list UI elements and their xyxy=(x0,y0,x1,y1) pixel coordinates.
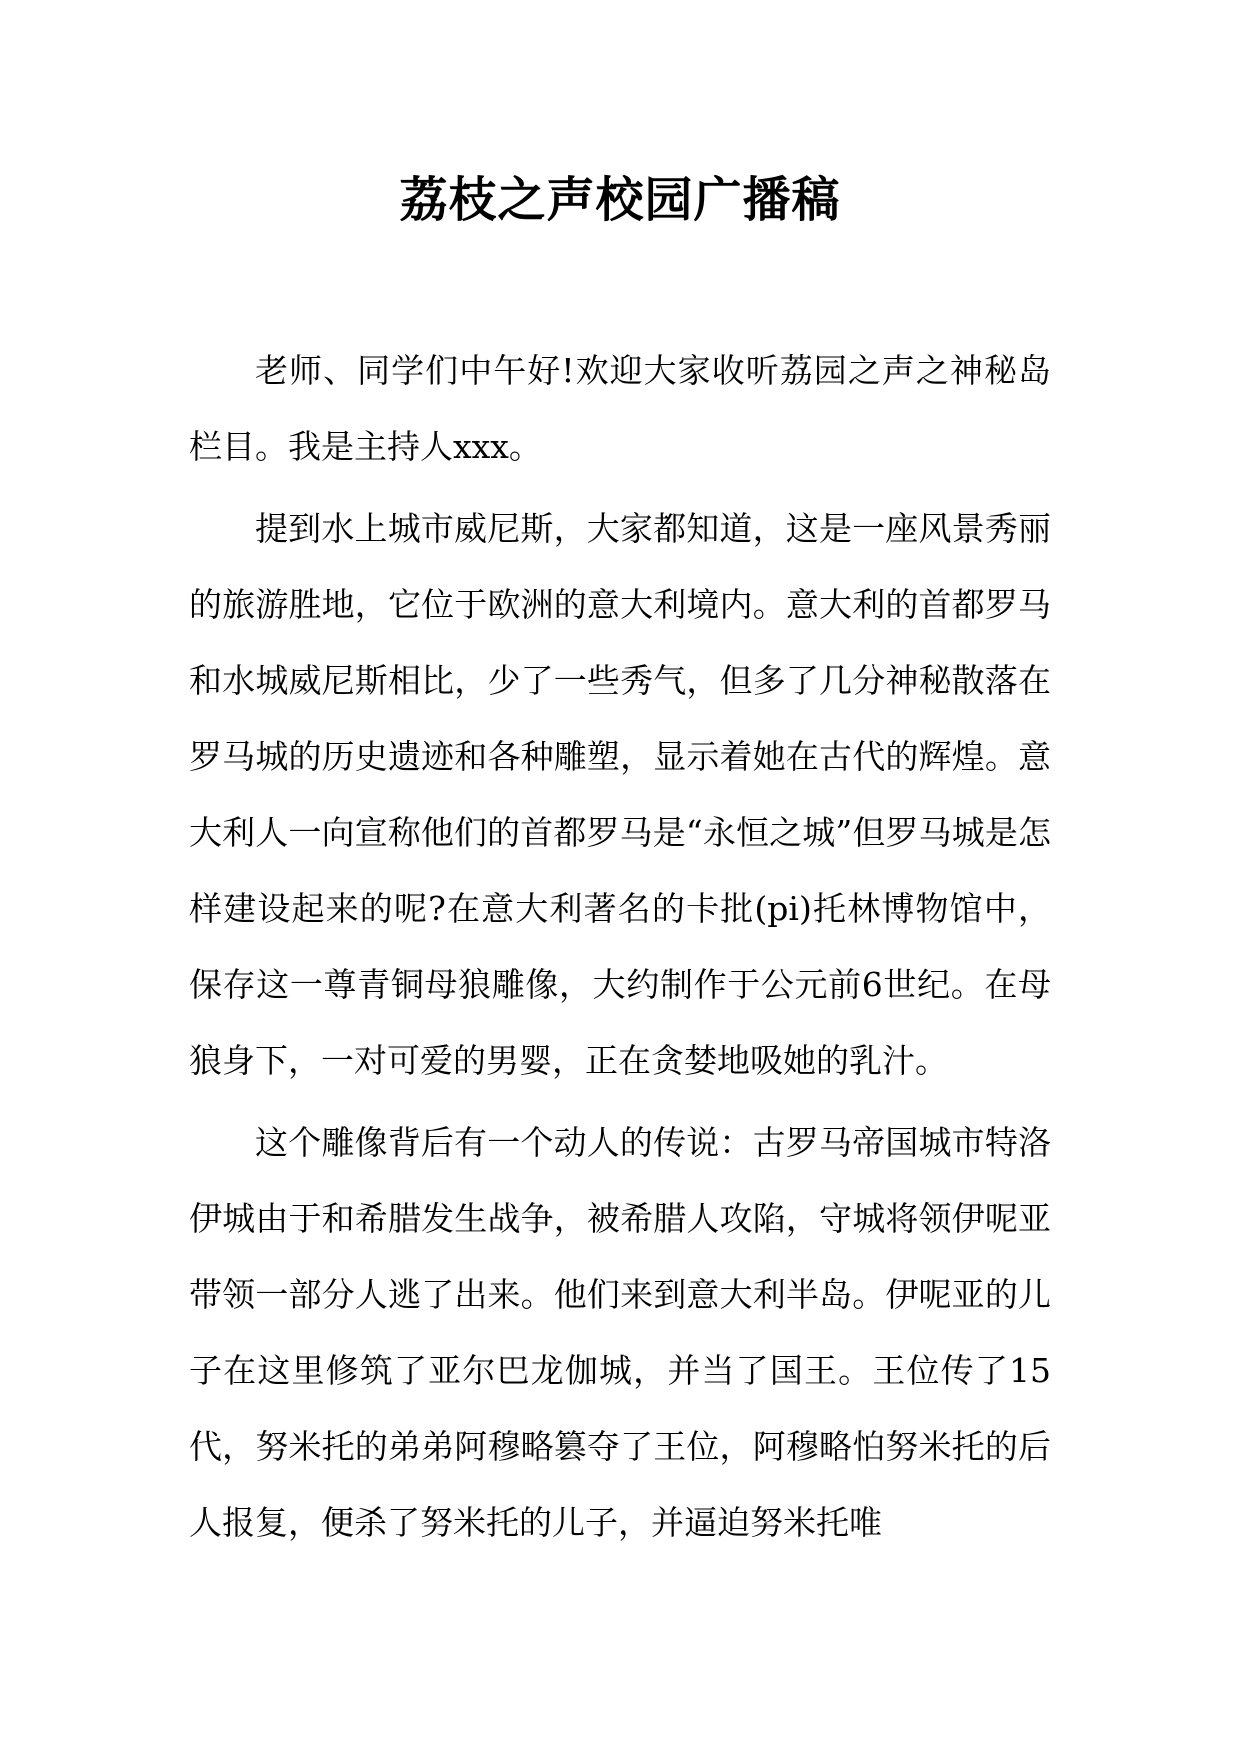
document-body xyxy=(189,333,1051,1567)
document-title: 荔枝之声校园广播稿 xyxy=(399,172,841,228)
paragraph-legend: 这个雕像背后有一个动人的传说：古罗马帝国城市特洛伊城由于和希腊发生战争，被希腊人攻陷，守城将领伊呢亚带领一部分人逃了出来。他们来到意大利半岛。伊呢亚的儿子在这里修筑了亚尔巴龙伽城，并当了国王。王位传了15代，努米托的弟弟阿穆略篡夺了王位，阿穆略怕努米托的后人报复，便杀了努米托的儿子，并逼迫努米托唯 xyxy=(189,1123,1051,1542)
paragraph-greeting: 老师、同学们中午好!欢迎大家收听荔园之声之神秘岛栏目。我是主持人xxx。 xyxy=(189,351,1051,466)
paragraph-rome-intro: 提到水上城市威尼斯，大家都知道，这是一座风景秀丽的旅游胜地，它位于欧洲的意大利境内。意大利的首都罗马和水城威尼斯相比，少了一些秀气，但多了几分神秘散落在罗马城的历史遗迹和各种雕塑，显示着她在古代的辉煌。意大利人一向宣称他们的首都罗马是“永恒之城”但罗马城是怎样建设起来的呢?在意大利著名的卡批(pi)托林博物馆中，保存这一尊青铜母狼雕像，大约制作于公元前6世纪。在母狼身下，一对可爱的男婴，正在贪婪地吸她的乳汁。 xyxy=(189,509,1051,1080)
